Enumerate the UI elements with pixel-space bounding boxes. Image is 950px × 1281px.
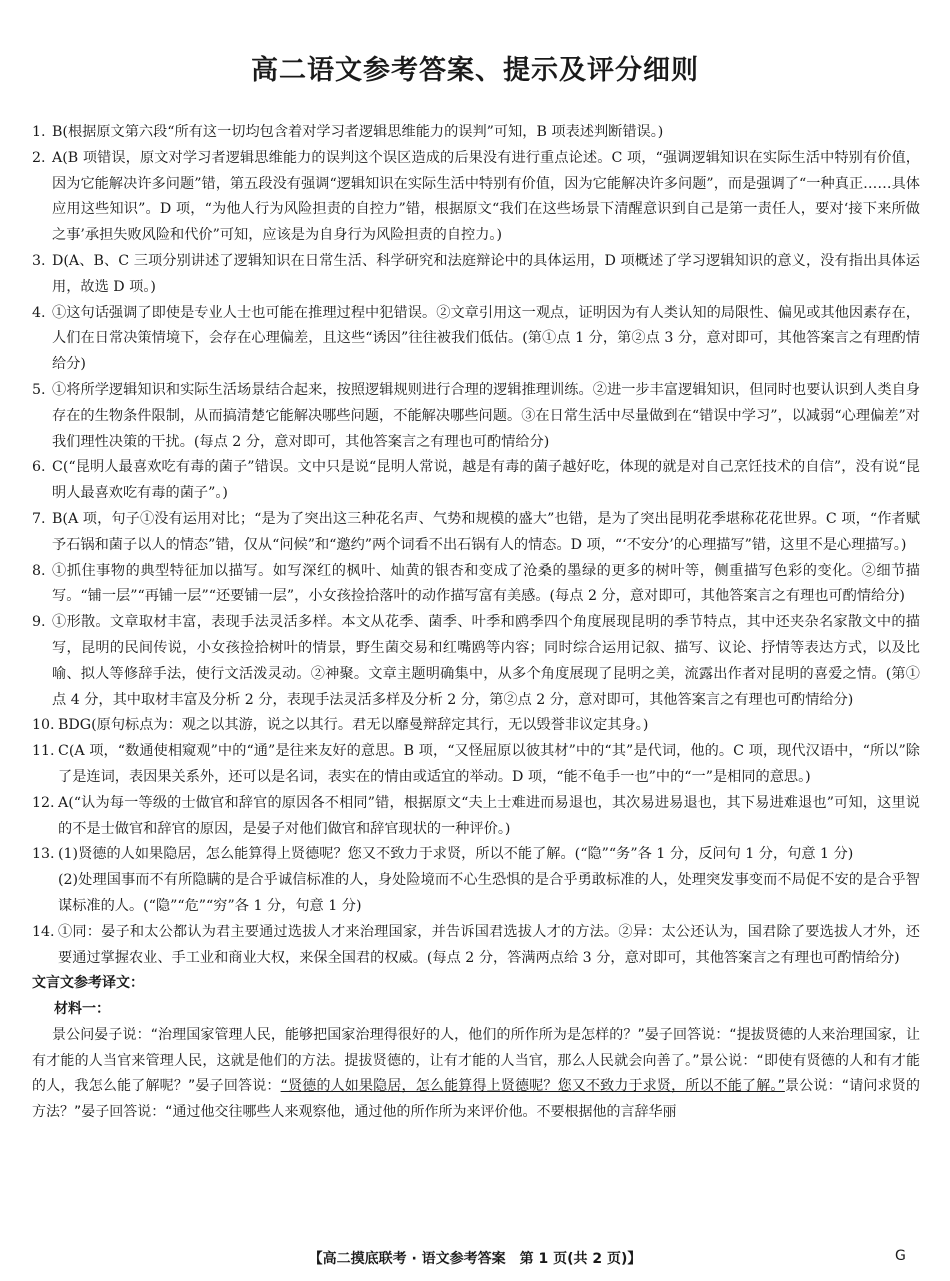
answer-item-2 (32, 146, 920, 249)
page-title: 高二语文参考答案、提示及评分细则 (251, 55, 699, 86)
item-number: 3. (32, 252, 46, 269)
answer-item-11 (32, 739, 920, 791)
item-text: C(A 项，“数通使相窥观”中的“通”是往来友好的意思。B 项，“又怪屈原以彼其材”中的“其”是代词，他的。C 项，现代汉语中，“所以”除了是连词，表因果关系外，还可以是名词，表实在的情由或适宜的举动。D 项，“能不龟手一也”中的“一”是相同的意思。) (58, 743, 920, 785)
item-text: ①将所学逻辑知识和实际生活场景结合起来，按照逻辑规则进行合理的逻辑推理训练。②进一步丰富逻辑知识，但同时也要认识到人类自身存在的生物条件限制，从而搞清楚它能解决哪些问题，不能解决哪些问题。③在日常生活中尽量做到在“错误中学习”，以减弱“心理偏差”对我们理性决策的干扰。(每点 2 分，意对即可，其他答案言之有理也可酌情给分) (52, 381, 920, 450)
item-number: 5. (32, 381, 46, 398)
item-number: 4. (32, 304, 46, 321)
answer-list (32, 120, 920, 1126)
item-number: 7. (32, 510, 46, 527)
item-text: B(A 项，句子①没有运用对比；“是为了突出这三种花名声、气势和规模的盛大”也错，是为了突出昆明花季堪称花花世界。C 项，“作者赋予石锅和菌子以人的情态”错，仅从“问候”和“邀约”两个词看不出石锅有人的情态。D 项，“‘不安分’的心理描写”错，这里不是心理描写。) (52, 510, 920, 553)
answer-item-1 (32, 120, 920, 146)
translation-heading: 文言文参考译文： (32, 975, 144, 992)
answer-item-10 (32, 713, 920, 739)
answer-item-4 (32, 301, 920, 378)
item-text: ①形散。文章取材丰富，表现手法灵活多样。本文从花季、菌季、叶季和鸥季四个角度展现昆明的季节特点，其中还夹杂名家散文中的描写，昆明的民间传说，小女孩捡拾树叶的情景，野生菌交易和红嘴鸥等内容；同时综合运用记叙、描写、议论、抒情等表达方式，以及比喻、拟人等修辞手法，使行文活泼灵动。②神聚。文章主题明确集中，从多个角度展现了昆明之美，流露出作者对昆明的喜爱之情。(第①点 4 分，其中取材丰富及分析 2 分，表现手法灵活多样及分析 2 分，第②点 2 分，意对即可，其他答案言之有理也可酌情给分) (52, 614, 920, 708)
answer-item-13 (32, 842, 920, 868)
material-one-heading: 材料一： (54, 1001, 110, 1018)
answer-item-3 (32, 249, 920, 301)
item-number: 2. (32, 149, 46, 166)
item-number: 12. (32, 794, 55, 811)
item-text: D(A、B、C 三项分别讲述了逻辑知识在日常生活、科学研究和法庭辩论中的具体运用，D 项概述了学习逻辑知识的意义，没有指出具体运用，故选 D 项。) (52, 252, 920, 295)
item-text: ①这句话强调了即使是专业人士也可能在推理过程中犯错误。②文章引用这一观点，证明因为有人类认知的局限性、偏见或其他因素存在，人们在日常决策情境下，会存在心理偏差，且这些“诱因”往往被我们低估。(第①点 1 分，第②点 3 分，意对即可，其他答案言之有理酌情给分) (52, 304, 920, 373)
item-number: 14. (32, 923, 55, 940)
answer-item-14 (32, 920, 920, 972)
item-text: (1)贤德的人如果隐居，怎么能算得上贤德呢？您又不致力于求贤，所以不能了解。(“隐”“务”各 1 分，反问句 1 分，句意 1 分) (58, 846, 854, 863)
answer-item-8 (32, 559, 920, 611)
item-number: 13. (32, 846, 55, 863)
answer-item-6 (32, 455, 920, 507)
item-number: 1. (32, 124, 46, 140)
item-number: 10. (32, 717, 55, 734)
answer-item-9 (32, 610, 920, 713)
answer-item-12 (32, 791, 920, 843)
answer-item-13-part-2: (2)处理国事而不有所隐瞒的是合乎诚信标准的人，身处险境而不心生恐惧的是合乎勇敢标准的人，处理突发事变而不局促不安的是合乎智谋标准的人。(“隐”“危”“穷”各 1 分，句意 1 分) (58, 872, 920, 914)
item-text: A(B 项错误，原文对学习者逻辑思维能力的误判这个误区造成的后果没有进行重点论述。C 项，“强调逻辑知识在实际生活中特别有价值，因为它能解决许多问题”错，第五段没有强调“逻辑知识在实际生活中特别有价值，因为它能解决许多问题”，而是强调了“一种真正……具体应用这些知识”。D 项，“为他人行为风险担责的自控力”错，根据原文“我们在这些场景下清醒意识到自己是第一责任人，要对‘接下来所做之事’承担失败风险和代价”可知，应该是为自身行为风险担责的自控力。) (52, 149, 920, 244)
item-text: ①抓住事物的典型特征加以描写。如写深红的枫叶、灿黄的银杏和变成了沧桑的墨绿的更多的树叶等，侧重描写色彩的变化。②细节描写。“铺一层”“再铺一层”“还要铺一层”，小女孩捡拾落叶的动作描写富有美感。(每点 2 分，意对即可，其他答案言之有理也可酌情给分) (52, 562, 920, 605)
item-text: B(根据原文第六段“所有这一切均包含着对学习者逻辑思维能力的误判”可知，B 项表述判断错误。) (52, 124, 664, 140)
translation-text: 景公问晏子说：“治理国家管理人民，能够把国家治理得很好的人，他们的所作所为是怎样的？”晏子回答说：“提拔贤德的人来治理国家，让有才能的人当官来管理人民，这就是他们的方法。提拔贤德的，让有才能的人当官，那么人民就会向善了。”景公说：“即使有贤德的人和有才能的人，我怎么能了解呢？”晏子回答说： (32, 1026, 920, 1095)
underlined-translation: “贤德的人如果隐居，怎么能算得上贤德呢？您又不致力于求贤，所以不能了解。” (280, 1078, 785, 1095)
page-footer: 【高二摸底联考 · 语文参考答案 第 1 页(共 2 页)】 (308, 1251, 642, 1267)
item-text: ①同：晏子和太公都认为君主要通过选拔人才来治理国家，并告诉国君选拔人才的方法。②异：太公还认为，国君除了要选拔人才外，还要通过掌握农业、手工业和商业大权，来保全国君的权威。(每点 2 分，答满两点给 3 分，意对即可，其他答案言之有理也可酌情给分) (58, 923, 920, 966)
answer-item-5 (32, 378, 920, 455)
translation-paragraph (32, 1023, 920, 1126)
item-number: 8. (32, 562, 46, 579)
item-number: 9. (32, 614, 46, 631)
item-text: A(“认为每一等级的士做官和辞官的原因各不相同”错，根据原文“夫上士难进而易退也，其次易进易退也，其下易进难退也”可知，这里说的不是士做官和辞官的原因，是晏子对他们做官和辞官现状的一种评价。) (58, 794, 920, 837)
translation-text-continued: 景公说：“请问求贤的方法？”晏子回答说：“通过他交往哪些人来观察他，通过他的所作所为来评价他。不要根据他的言辞华丽 (32, 1078, 920, 1121)
item-number: 6. (32, 459, 46, 476)
item-number: 11. (32, 743, 55, 760)
answer-item-7 (32, 507, 920, 559)
item-text: C(“昆明人最喜欢吃有毒的菌子”错误。文中只是说“昆明人常说，越是有毒的菌子越好吃，体现的就是对自己烹饪技术的自信”，没有说“昆明人最喜欢吃有毒的菌子”。) (52, 459, 920, 502)
item-text: BDG(原句标点为：观之以其游，说之以其行。君无以靡曼辩辞定其行，无以毁誉非议定其身。) (58, 717, 649, 734)
paper-version-letter: G (895, 1248, 906, 1264)
